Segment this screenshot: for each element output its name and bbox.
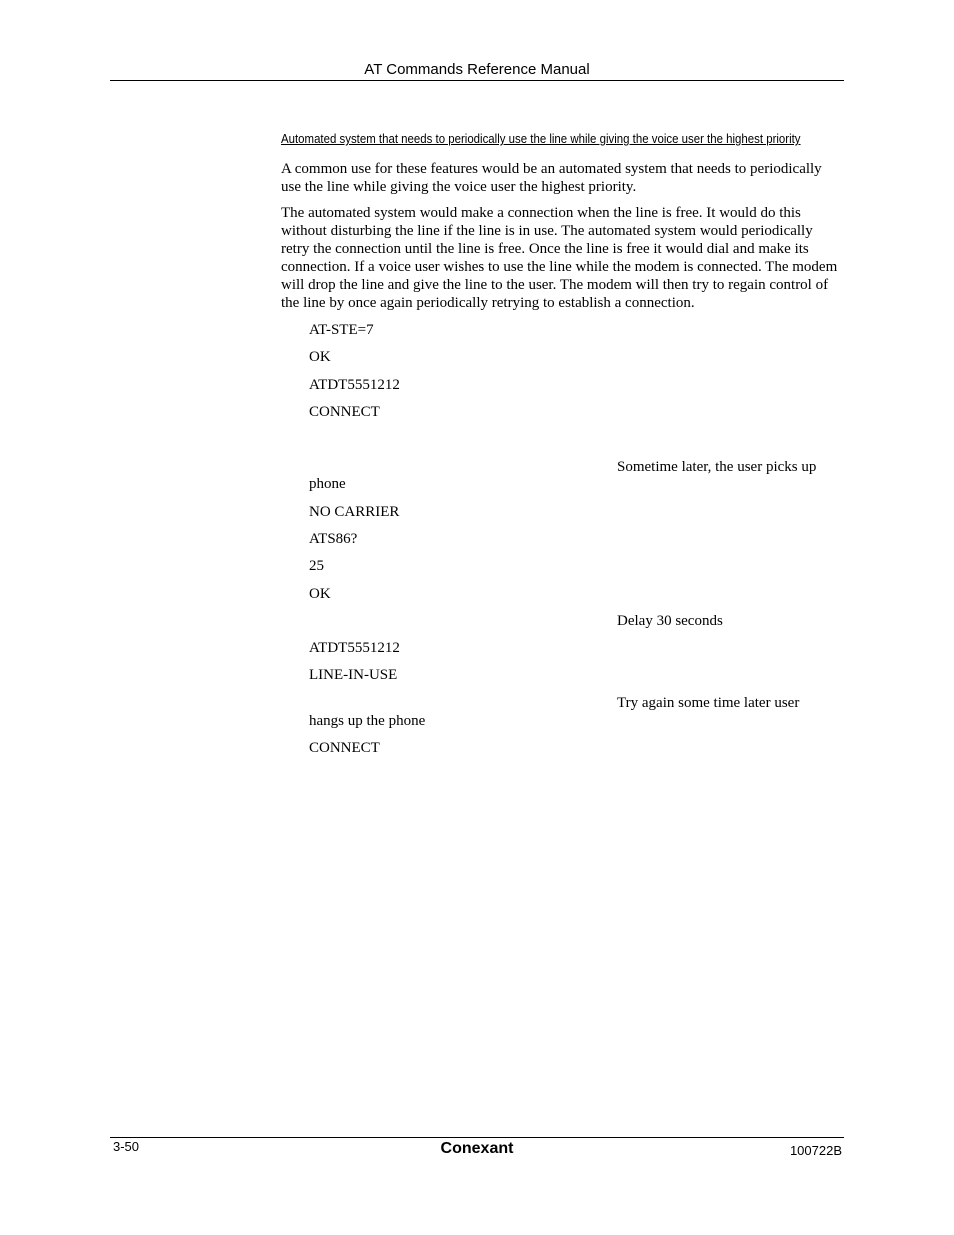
example-line-dial: ATDT5551212 xyxy=(309,640,400,656)
section-heading: Automated system that needs to periodically use the line while giving the voice user the highest priority xyxy=(281,131,801,146)
example-line-continuation: hangs up the phone xyxy=(309,713,426,729)
example-line-command: AT-STE=7 xyxy=(309,322,374,338)
example-line-no-carrier: NO CARRIER xyxy=(309,504,400,520)
example-line-connect: CONNECT xyxy=(309,404,380,420)
example-line-connect: CONNECT xyxy=(309,740,380,756)
header-title: AT Commands Reference Manual xyxy=(364,61,590,78)
example-line-response: OK xyxy=(309,349,331,365)
example-line-query: ATS86? xyxy=(309,531,358,547)
example-line-continuation: phone xyxy=(309,476,346,492)
example-note-try-again: Try again some time later user xyxy=(617,695,800,711)
example-line-value: 25 xyxy=(309,558,324,574)
footer-rule xyxy=(110,1137,844,1138)
example-note-user-picks-up: Sometime later, the user picks up xyxy=(617,459,817,475)
paragraph-description: The automated system would make a connection when the line is free. It would do this without disturbing the line if the line is in use. The automated system would periodically retry the connection until the line is free. Once the line is free it would dial and make its connection. If a voice user wishes to use the line while the modem is connected. The modem will drop the line and give the line to the user. The modem will then try to regain control of the line by once again periodically retrying to establish a connection. xyxy=(281,205,838,311)
footer-doc-number: 100722B xyxy=(789,1143,842,1158)
footer-brand: Conexant xyxy=(440,1140,514,1157)
footer-page-number: 3-50 xyxy=(113,1139,140,1154)
paragraph-intro: A common use for these features would be an automated system that needs to periodically use the line while giving the voice user the highest priority. xyxy=(281,161,822,195)
header-rule xyxy=(110,80,844,81)
example-line-response: OK xyxy=(309,586,331,602)
example-line-line-in-use: LINE-IN-USE xyxy=(309,667,398,683)
example-line-dial: ATDT5551212 xyxy=(309,377,400,393)
example-note-delay: Delay 30 seconds xyxy=(617,613,723,629)
